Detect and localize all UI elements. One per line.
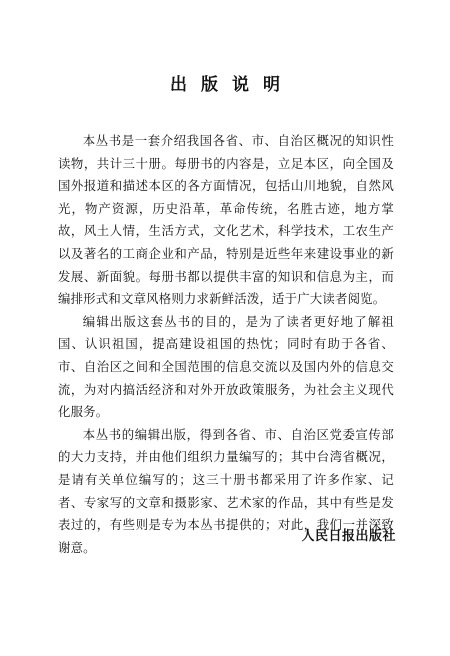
document-body — [58, 130, 394, 559]
page-title: 出版说明 — [170, 75, 294, 95]
publisher-signature: 人民日报出版社 — [301, 529, 396, 544]
paragraph-1: 本丛书是一套介绍我国各省、市、自治区概况的知识性读物，共计三十册。每册书的内容是，立足本区，向全国及国外报道和描述本区的各方面情况，包括山川地貌，自然风光，物产资源，历史沿革，革命传统，名胜古迹，地方掌故，风土人情，生活方式，文化艺术，科学技术，工农生产以及著名的工商企业和产品，特别是近些年来建设事业的新发展、新面貌。每册书都以提供丰富的知识和信息为主，而编排形式和文章风格则力求新鲜活泼，适于广大读者阅览。 — [58, 133, 394, 307]
paragraph-3: 本丛书的编辑出版，得到各省、市、自治区党委宣传部的大力支持，并由他们组织力量编写的；其中台湾省概况，是请有关单位编写的；这三十册书都采用了许多作家、记者、专家写的文章和摄影家、艺术家的作品，其中有些是发表过的，有些则是专为本丛书提供的；对此，我们一并深致谢意。 — [58, 426, 394, 555]
paragraph-2: 编辑出版这套丛书的目的，是为了读者更好地了解祖国、认识祖国，提高建设祖国的热忱；同时有助于各省、市、自治区之间和全国范围的信息交流以及国内外的信息交流，为对内搞活经济和对外开放政策服务，为社会主义现代化服务。 — [58, 313, 394, 420]
